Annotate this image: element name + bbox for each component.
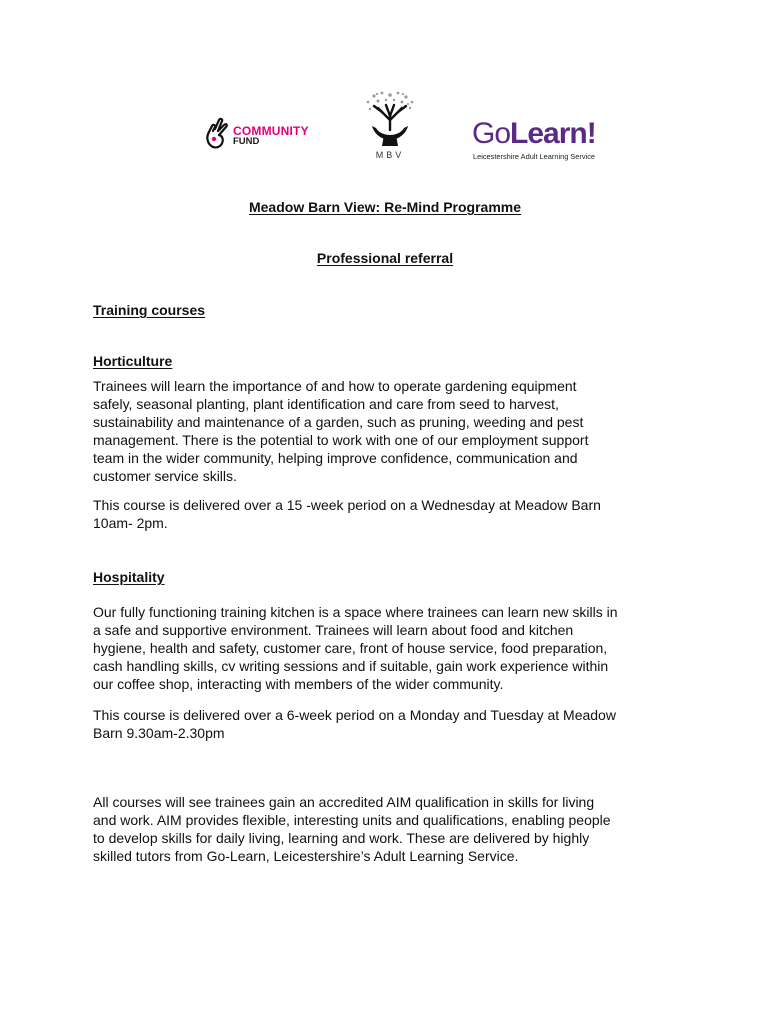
text-line: customer service skills. bbox=[93, 468, 237, 484]
hospitality-description bbox=[93, 603, 693, 693]
golearn-wordmark bbox=[472, 119, 596, 149]
text-line: 10am- 2pm. bbox=[93, 515, 168, 531]
text-line: hygiene, health and safety, customer care, front of house service, food preparation, bbox=[93, 640, 608, 656]
horticulture-schedule bbox=[93, 496, 693, 532]
text-line: and work. AIM provides flexible, interesting units and qualifications, enabling people bbox=[93, 812, 611, 828]
text-line: our coffee shop, interacting with members of the wider community. bbox=[93, 676, 504, 692]
community-fund-logo bbox=[203, 116, 313, 152]
golearn-learn: Learn! bbox=[510, 117, 596, 150]
text-line: to develop skills for daily living, learning and work. These are delivered by highly bbox=[93, 830, 590, 846]
heading-hospitality: Hospitality bbox=[93, 569, 165, 585]
tree-hands-icon bbox=[360, 90, 420, 150]
document-title: Meadow Barn View: Re-Mind Programme bbox=[248, 199, 521, 215]
text-line: This course is delivered over a 15 -week period on a Wednesday at Meadow Barn bbox=[93, 497, 601, 513]
horticulture-description bbox=[93, 377, 693, 485]
document-subtitle: Professional referral bbox=[316, 250, 454, 266]
text-line: Trainees will learn the importance of and how to operate gardening equipment bbox=[93, 378, 577, 394]
community-fund-line2: FUND bbox=[233, 136, 260, 147]
text-line: All courses will see trainees gain an accredited AIM qualification in skills for living bbox=[93, 794, 595, 810]
heading-horticulture: Horticulture bbox=[93, 353, 173, 369]
text-line: Barn 9.30am-2.30pm bbox=[93, 725, 225, 741]
hospitality-schedule bbox=[93, 706, 693, 742]
crossed-fingers-icon bbox=[203, 116, 231, 150]
text-line: safely, seasonal planting, plant identification and care from seed to harvest, bbox=[93, 396, 559, 412]
golearn-go: Go bbox=[472, 117, 511, 150]
text-line: a safe and supportive environment. Trainees will learn about food and kitchen bbox=[93, 622, 574, 638]
community-fund-line1: COMMUNITY bbox=[233, 124, 309, 138]
golearn-logo bbox=[472, 119, 612, 165]
text-line: skilled tutors from Go-Learn, Leicestershire’s Adult Learning Service. bbox=[93, 848, 519, 864]
text-line: sustainability and maintenance of a garden, such as pruning, weeding and pest bbox=[93, 414, 584, 430]
text-line: Our fully functioning training kitchen is a space where trainees can learn new skills in bbox=[93, 604, 618, 620]
text-line: cash handling skills, cv writing sessions and if suitable, gain work experience within bbox=[93, 658, 609, 674]
mbv-logo-text: MBV bbox=[375, 150, 405, 160]
text-line: This course is delivered over a 6-week period on a Monday and Tuesday at Meadow bbox=[93, 707, 616, 723]
text-line: team in the wider community, helping improve confidence, communication and bbox=[93, 450, 578, 466]
closing-paragraph bbox=[93, 793, 693, 865]
text-line: management. There is the potential to work with one of our employment support bbox=[93, 432, 589, 448]
mbv-logo bbox=[360, 90, 420, 164]
golearn-subtitle: Leicestershire Adult Learning Service bbox=[473, 152, 596, 161]
section-heading-training-courses: Training courses bbox=[93, 302, 206, 318]
